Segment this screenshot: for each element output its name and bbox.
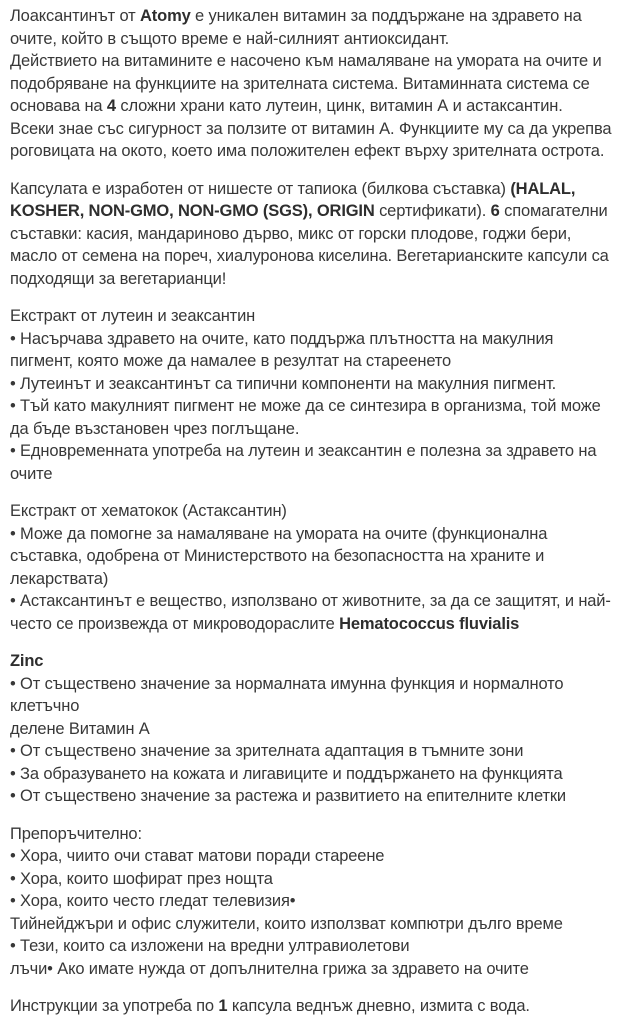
text-run: Препоръчително: — [10, 824, 142, 843]
text-line — [10, 673, 629, 696]
text-run: Екстракт от хематокок (Астаксантин) — [10, 502, 287, 520]
text-line — [10, 913, 629, 936]
text-line — [10, 463, 629, 486]
text-line — [10, 28, 629, 51]
text-run: сертификати). — [374, 202, 491, 220]
text-run: очите, който в същото време е най-силният антиоксидант. — [10, 29, 450, 48]
text-run: • Астаксантинът е вещество, използвано от животните, за да се защитят, и най- — [10, 592, 611, 610]
text-run: роговицата на окото, което има положителен ефект върху зрителната острота. — [10, 142, 605, 160]
text-run: Всеки знае със сигурност за ползите от витамин А. Функциите му са да укрепва — [10, 119, 612, 138]
text-run: пигмент, която може да намалее в резултат на стареенето — [10, 352, 452, 370]
text-run: капсула веднъж дневно, измита с вода. — [227, 997, 530, 1015]
text-line — [10, 613, 629, 636]
text-run: клетъчно — [10, 697, 80, 715]
text-line — [10, 440, 629, 463]
text-line — [10, 395, 629, 418]
text-line — [10, 50, 629, 73]
text-run: • От съществено значение за растежа и развитието на епителните клетки — [10, 787, 566, 805]
text-line — [10, 740, 629, 763]
text-line — [10, 5, 629, 28]
paragraph-capsule-ingredients — [10, 178, 629, 291]
text-line — [10, 845, 629, 868]
text-line — [10, 995, 629, 1018]
text-run: съставки: касия, мандариново дърво, микс от горски плодове, годжи бери, — [10, 224, 572, 243]
bold-text: Zinc — [10, 652, 44, 670]
bold-text: 4 — [106, 97, 116, 115]
text-line — [10, 935, 629, 958]
text-run: съставка, одобрена от Министерството на безопасността на храните и — [10, 547, 545, 565]
text-line — [10, 500, 629, 523]
text-run: Капсулата е изработен от нишесте от тапиока (билкова съставка) — [10, 179, 511, 198]
paragraph-recommended-for — [10, 823, 629, 981]
text-line — [10, 73, 629, 96]
text-run: • Хора, които шофират през нощта — [10, 869, 273, 888]
text-run: • Хора, които често гледат телевизия• — [10, 892, 296, 910]
text-run: спомагателни — [499, 202, 608, 220]
text-line — [10, 350, 629, 373]
text-run: • За образуването на кожата и лигавиците и поддържането на функцията — [10, 764, 563, 783]
text-line — [10, 568, 629, 591]
text-line — [10, 823, 629, 846]
bold-text: (HALAL, — [510, 179, 576, 198]
paragraph-lutein-zeaxanthin-extract — [10, 305, 629, 485]
bold-text: 1 — [218, 997, 228, 1015]
text-line — [10, 785, 629, 808]
text-run: да бъде възстановен чрез поглъщане. — [10, 419, 300, 438]
text-run: очите — [10, 464, 53, 483]
text-run: е уникален витамин за поддържане на здравето на — [190, 7, 582, 25]
text-run: лекарствата) — [10, 569, 109, 588]
paragraph-haematococcus-extract — [10, 500, 629, 635]
text-run: Действието на витамините е насочено към намаляване на умората на очите и — [10, 52, 602, 70]
text-line — [10, 718, 629, 741]
text-run: Инструкции за употреба по — [10, 997, 219, 1015]
text-run: Лоаксантинът от — [10, 7, 141, 25]
text-line — [10, 140, 629, 163]
text-line — [10, 223, 629, 246]
text-line — [10, 178, 629, 201]
text-run: основава на — [10, 97, 107, 115]
text-line — [10, 200, 629, 223]
text-line — [10, 418, 629, 441]
text-run: • Тъй като макулният пигмент не може да се синтезира в организма, той може — [10, 397, 601, 415]
paragraph-zinc — [10, 650, 629, 808]
text-line — [10, 328, 629, 351]
bold-text: Hematococcus fluvialis — [339, 614, 520, 633]
text-line — [10, 695, 629, 718]
text-run: масло от семена на пореч, хиалуронова киселина. Вегетарианските капсули са — [10, 247, 609, 265]
text-line — [10, 890, 629, 913]
text-line — [10, 868, 629, 891]
text-run: сложни храни като лутеин, цинк, витамин А и астаксантин. — [115, 97, 563, 115]
bold-text: Atomy — [140, 7, 191, 25]
text-run: Тийнейджъри и офис служители, които използват компютри дълго време — [10, 914, 563, 933]
text-run: • Хора, чиито очи стават матови поради стареене — [10, 847, 385, 865]
paragraph-usage-instructions — [10, 995, 629, 1018]
text-run: • От съществено значение за зрителната адаптация в тъмните зони — [10, 742, 524, 760]
text-run: • Тези, които са изложени на вредни ултравиолетови — [10, 937, 410, 955]
text-run: често се произвежда от микроводораслите — [10, 614, 340, 633]
text-line — [10, 95, 629, 118]
text-run: подходящи за вегетарианци! — [10, 269, 227, 288]
text-line — [10, 118, 629, 141]
text-line — [10, 305, 629, 328]
text-line — [10, 268, 629, 291]
text-line — [10, 245, 629, 268]
text-run: • Може да помогне за намаляване на умората на очите (функционална — [10, 524, 548, 543]
text-run: Екстракт от лутеин и зеаксантин — [10, 307, 256, 325]
text-run: • Насърчава здравето на очите, като поддържа плътността на макулния — [10, 329, 554, 348]
text-line — [10, 523, 629, 546]
text-line — [10, 763, 629, 786]
text-run: • От съществено значение за нормалната имунна функция и нормалното — [10, 674, 564, 693]
text-run: • Лутеинът и зеаксантинът са типични компоненти на макулния пигмент. — [10, 374, 557, 393]
bold-text: KOSHER, NON-GMO, NON-GMO (SGS), ORIGIN — [10, 202, 375, 220]
text-run: • Едновременната употреба на лутеин и зеаксантин е полезна за здравето на — [10, 442, 597, 460]
text-run: лъчи• Ако имате нужда от допълнителна грижа за здравето на очите — [10, 959, 529, 978]
text-line — [10, 373, 629, 396]
text-run: делене Витамин А — [10, 719, 150, 738]
text-line — [10, 650, 629, 673]
text-run: подобряване на функциите на зрителната система. Витаминната система се — [10, 74, 590, 93]
bold-text: 6 — [490, 202, 500, 220]
paragraph-intro — [10, 5, 629, 163]
text-line — [10, 590, 629, 613]
text-line — [10, 958, 629, 981]
text-line — [10, 545, 629, 568]
